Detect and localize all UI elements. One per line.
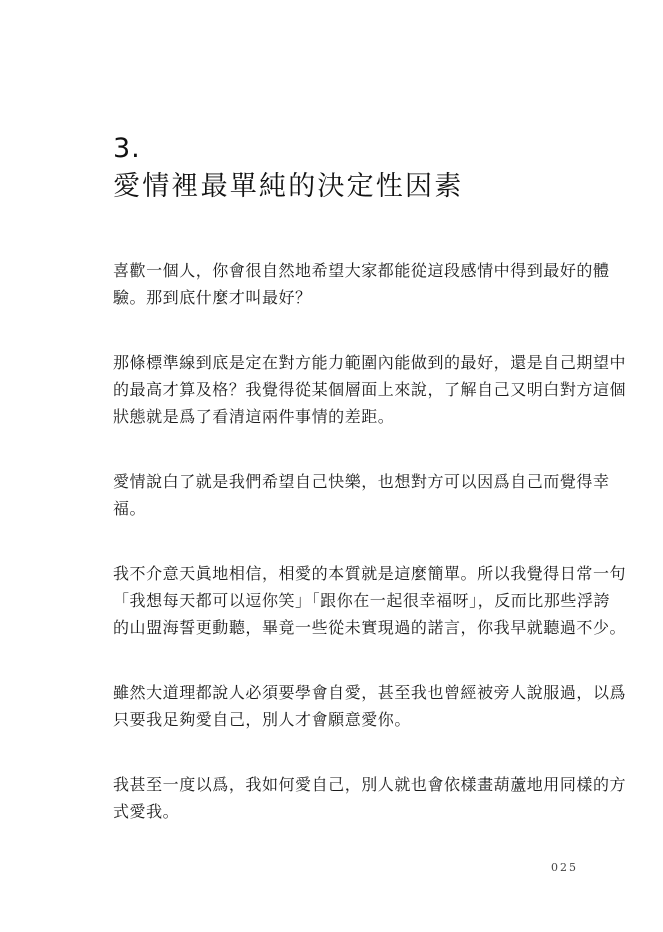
text-line: 狀態就是爲了看清這兩件事情的差距。 (113, 407, 395, 426)
text-line: 雖然大道理都說人必須要學會自愛，甚至我也曾經被旁人說服過，以爲 (113, 683, 627, 702)
text-line: 「我想每天都可以逗你笑」「跟你在一起很幸福呀」，反而比那些浮誇 (113, 591, 611, 610)
text-line: 的山盟海誓更動聽，畢竟一些從未實現過的諾言，你我早就聽過不少。 (113, 618, 627, 637)
paragraph-2 (113, 349, 627, 430)
text-line: 喜歡一個人，你會很自然地希望大家都能從這段感情中得到最好的體 (113, 261, 610, 280)
text-line: 愛情說白了就是我們希望自己快樂，也想對方可以因爲自己而覺得幸 (113, 472, 610, 491)
chapter-number: 3. (113, 133, 141, 164)
text-line: 那條標準線到底是定在對方能力範圍內能做到的最好，還是自己期望中 (113, 353, 627, 372)
paragraph-5 (113, 679, 627, 733)
text-line: 式愛我。 (113, 802, 180, 821)
page-number: 025 (551, 861, 578, 874)
chapter-title: 愛情裡最單純的決定性因素 (113, 171, 464, 202)
text-line: 福。 (113, 499, 147, 518)
paragraph-1 (113, 257, 610, 311)
paragraph-3 (113, 468, 610, 522)
paragraph-6 (113, 771, 627, 825)
text-line: 驗。那到底什麼才叫最好？ (113, 288, 312, 307)
body-text (113, 257, 627, 863)
text-line: 我不介意天眞地相信，相愛的本質就是這麼簡單。所以我覺得日常一句 (113, 564, 627, 583)
text-line: 我甚至一度以爲，我如何愛自己，別人就也會依樣畫葫蘆地用同樣的方 (113, 775, 627, 794)
text-line: 的最高才算及格？我覺得從某個層面上來說，了解自己又明白對方這個 (113, 380, 627, 399)
text-line: 只要我足夠愛自己，別人才會願意愛你。 (113, 710, 411, 729)
paragraph-4 (113, 560, 627, 641)
